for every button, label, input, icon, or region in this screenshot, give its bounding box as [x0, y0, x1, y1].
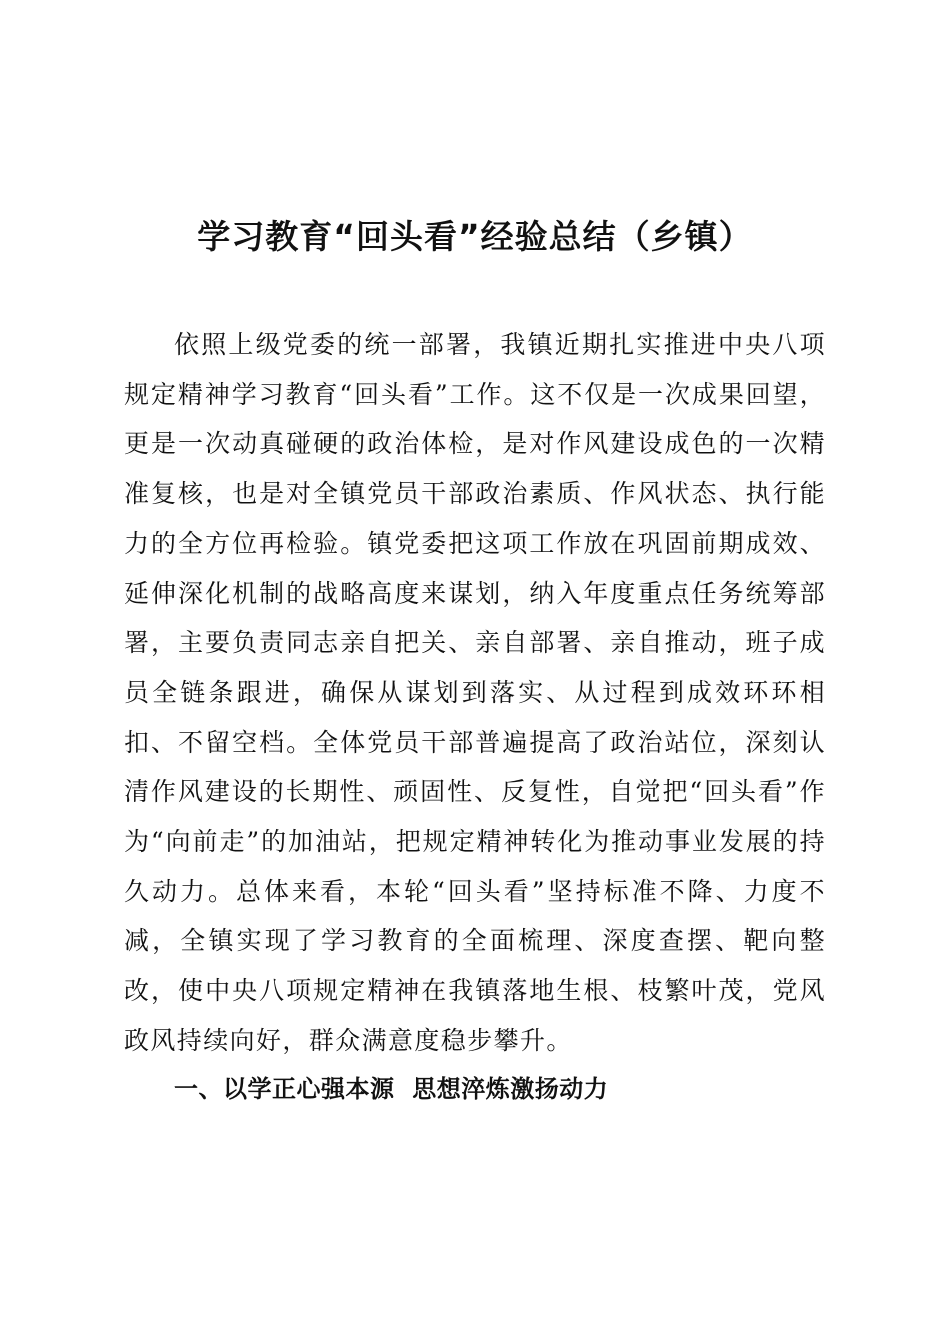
intro-paragraph: 依照上级党委的统一部署，我镇近期扎实推进中央八项规定精神学习教育“回头看”工作。这不仅是一次成果回望，更是一次动真碰硬的政治体检，是对作风建设成色的一次精准复核，也是对全镇党员干部政治素质、作风状态、执行能力的全方位再检验。镇党委把这项工作放在巩固前期成效、延伸深化机制的战略高度来谋划，纳入年度重点任务统筹部署，主要负责同志亲自把关、亲自部署、亲自推动，班子成员全链条跟进，确保从谋划到落实、从过程到成效环环相扣、不留空档。全体党员干部普遍提高了政治站位，深刻认清作风建设的长期性、顽固性、反复性，自觉把“回头看”作为“向前走”的加油站，把规定精神转化为推动事业发展的持久动力。总体来看，本轮“回头看”坚持标准不降、力度不减，全镇实现了学习教育的全面梳理、深度查摆、靶向整改，使中央八项规定精神在我镇落地生根、枝繁叶茂，党风政风持续向好，群众满意度稳步攀升。 [124, 330, 826, 1055]
section-heading: 一、以学正心强本源 思想淬炼激扬动力 [174, 1075, 609, 1103]
document-title: 学习教育“回头看”经验总结（乡镇） [197, 217, 753, 256]
